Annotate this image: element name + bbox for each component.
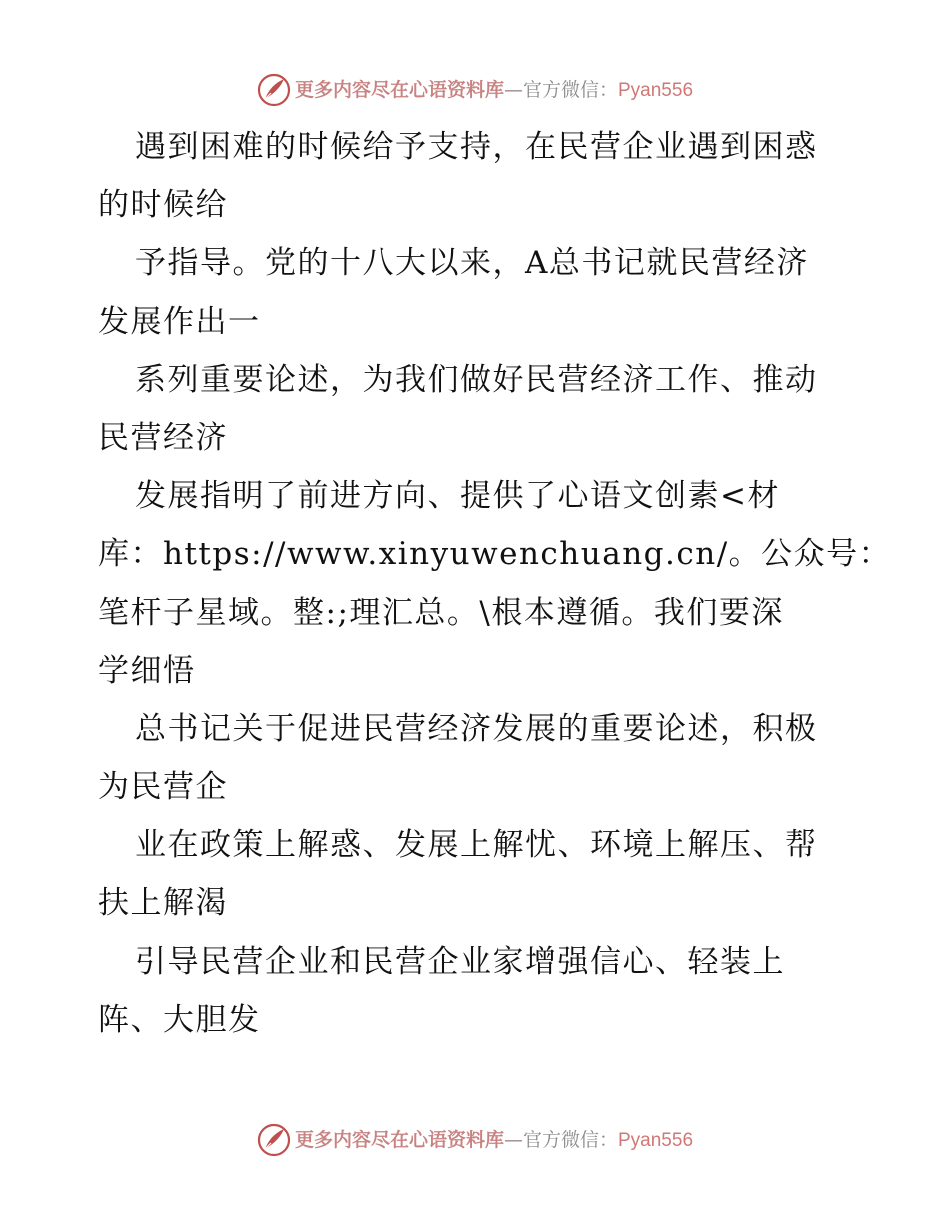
text-line-10: 学细悟	[98, 652, 196, 689]
text-line-6: 民营经济	[98, 419, 228, 456]
banner-wechat-label: 官方微信：	[522, 1128, 618, 1151]
banner-wechat-label: 官方微信：	[522, 78, 618, 101]
quill-pen-logo-icon	[257, 1123, 291, 1157]
text-line-11: 总书记关于促进民营经济发展的重要论述，积极	[135, 710, 818, 747]
text-line-15: 引导民营企业和民营企业家增强信心、轻装上	[135, 943, 785, 980]
quill-pen-logo-icon	[257, 73, 291, 107]
text-line-5: 系列重要论述，为我们做好民营经济工作、推动	[135, 361, 818, 398]
banner-site-name: 更多内容尽在心语资料库	[294, 1128, 504, 1151]
banner-wechat-id: Pyan556	[618, 1129, 694, 1151]
text-line-4: 发展作出一	[98, 303, 261, 340]
document-body	[98, 118, 892, 1049]
banner-text	[295, 70, 693, 111]
banner-text	[295, 1120, 693, 1161]
text-line-1: 遇到困难的时候给予支持，在民营企业遇到困惑	[135, 129, 818, 165]
text-line-13: 业在政策上解惑、发展上解忧、环境上解压、帮	[135, 827, 818, 864]
text-line-12: 为民营企	[98, 769, 228, 806]
text-line-7: 发展指明了前进方向、提供了心语文创素<材	[135, 478, 780, 515]
banner-site-name: 更多内容尽在心语资料库	[294, 78, 504, 101]
banner-dash: —	[503, 1128, 523, 1151]
footer-banner	[0, 1120, 950, 1160]
text-line-16: 阵、大胆发	[98, 1001, 261, 1038]
text-line-8: 库：https://www.xinyuwenchuang.cn/。公众号：	[98, 536, 892, 573]
banner-wechat-id: Pyan556	[618, 79, 694, 101]
banner-dash: —	[503, 78, 523, 101]
text-line-3: 予指导。党的十八大以来，A总书记就民营经济	[135, 245, 809, 282]
header-banner	[0, 70, 950, 110]
text-line-2: 的时候给	[98, 187, 228, 224]
text-line-14: 扶上解渴	[98, 885, 228, 922]
text-line-9: 笔杆子星域。整:;理汇总。\根本遵循。我们要深	[98, 594, 784, 631]
